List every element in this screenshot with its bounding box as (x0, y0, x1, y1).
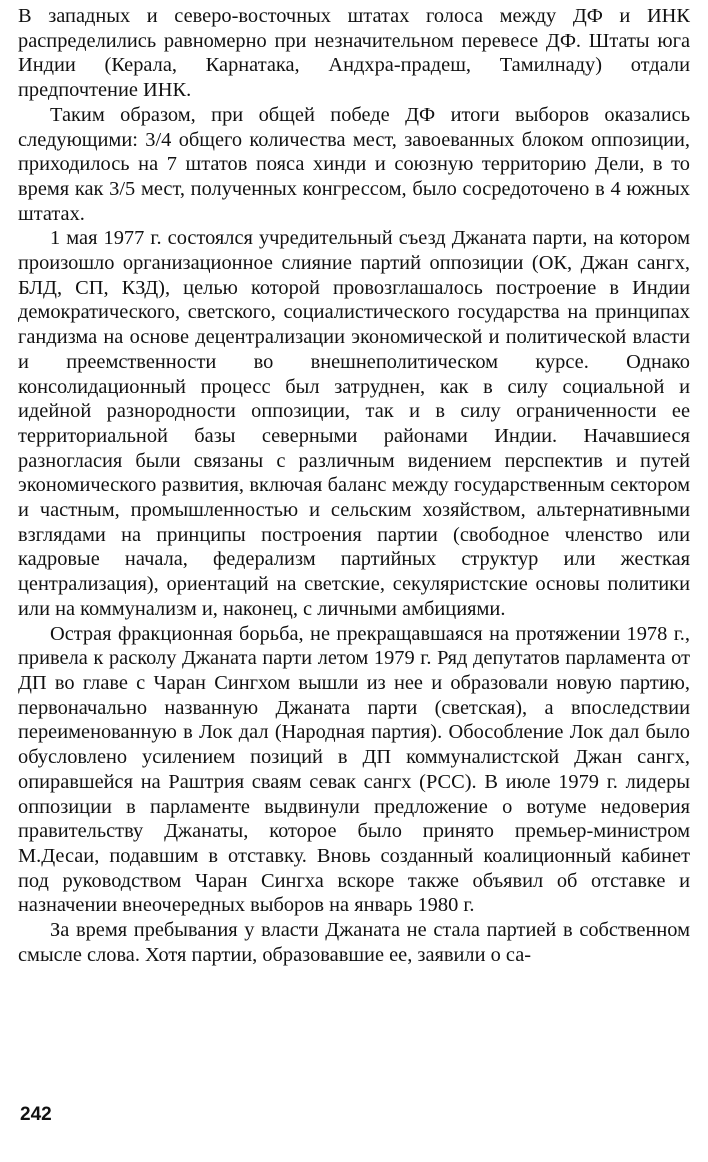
paragraph-5: За время пребывания у власти Джаната не стала партией в собственном смысле слова. Хотя партии, образовавшие ее, заявили о са- (18, 919, 690, 966)
paragraph-4: Острая фракционная борьба, не прекращавшаяся на протяжении 1978 г., привела к расколу Джаната парти летом 1979 г. Ряд депутатов парламента от ДП во главе с Чаран Сингхом вышли из нее и образовали новую партию, первоначально названную Джаната парти (светская), а впоследствии переименованную в Лок дал (Народная партия). Обособление Лок дал было обусловлено усилением позиций в ДП коммуналистской Джан сангх, опиравшейся на Раштрия сваям севак сангх (РСС). В июле 1979 г. лидеры оппозиции в парламенте выдвинули предложение о вотуме недоверия правительству Джанаты, которое было принято премьер-министром М.Десаи, подавшим в отставку. Вновь созданный коалиционный кабинет под руководством Чаран Сингха вскоре также объявил об отставке и назначении внеочередных выборов на январь 1980 г. (18, 622, 690, 917)
paragraph-2: Таким образом, при общей победе ДФ итоги выборов оказались следующими: 3/4 общего количества мест, завоеванных блоком оппозиции, приходилось на 7 штатов пояса хинди и союзную территорию Дели, в то время как 3/5 мест, полученных конгрессом, было сосредоточено в 4 южных штатах. (18, 103, 690, 225)
paragraph-3: 1 мая 1977 г. состоялся учредительный съезд Джаната парти, на котором произошло организационное слияние партий оппозиции (ОК, Джан сангх, БЛД, СП, КЗД), целью которой провозглашалось построение в Индии демократического, светского, социалистического государства на принципах гандизма на основе децентрализации экономической и политической власти и преемственности во внешнеполитическом курсе. Однако консолидационный процесс был затруднен, как в силу социальной и идейной разнородности оппозиции, так и в силу ограниченности ее территориальной базы северными районами Индии. Начавшиеся разногласия были связаны с различным видением перспектив и путей экономического развития, включая баланс между государственным сектором и частным, промышленностью и сельским хозяйством, альтернативными взглядами на принципы построения партии (свободное членство или кадровые начала, федерализм партийных структур или жесткая централизация), ориентаций на светские, секуляристские основы политики или на коммунализм и, наконец, с личными амбициями. (18, 227, 690, 620)
page-body (18, 4, 690, 967)
paragraph-1: В западных и северо-восточных штатах голоса между ДФ и ИНК распределились равномерно при незначительном перевесе ДФ. Штаты юга Индии (Керала, Карнатака, Андхра-прадеш, Тамилнаду) отдали предпочтение ИНК. (18, 5, 690, 102)
page-number: 242 (20, 1104, 52, 1125)
